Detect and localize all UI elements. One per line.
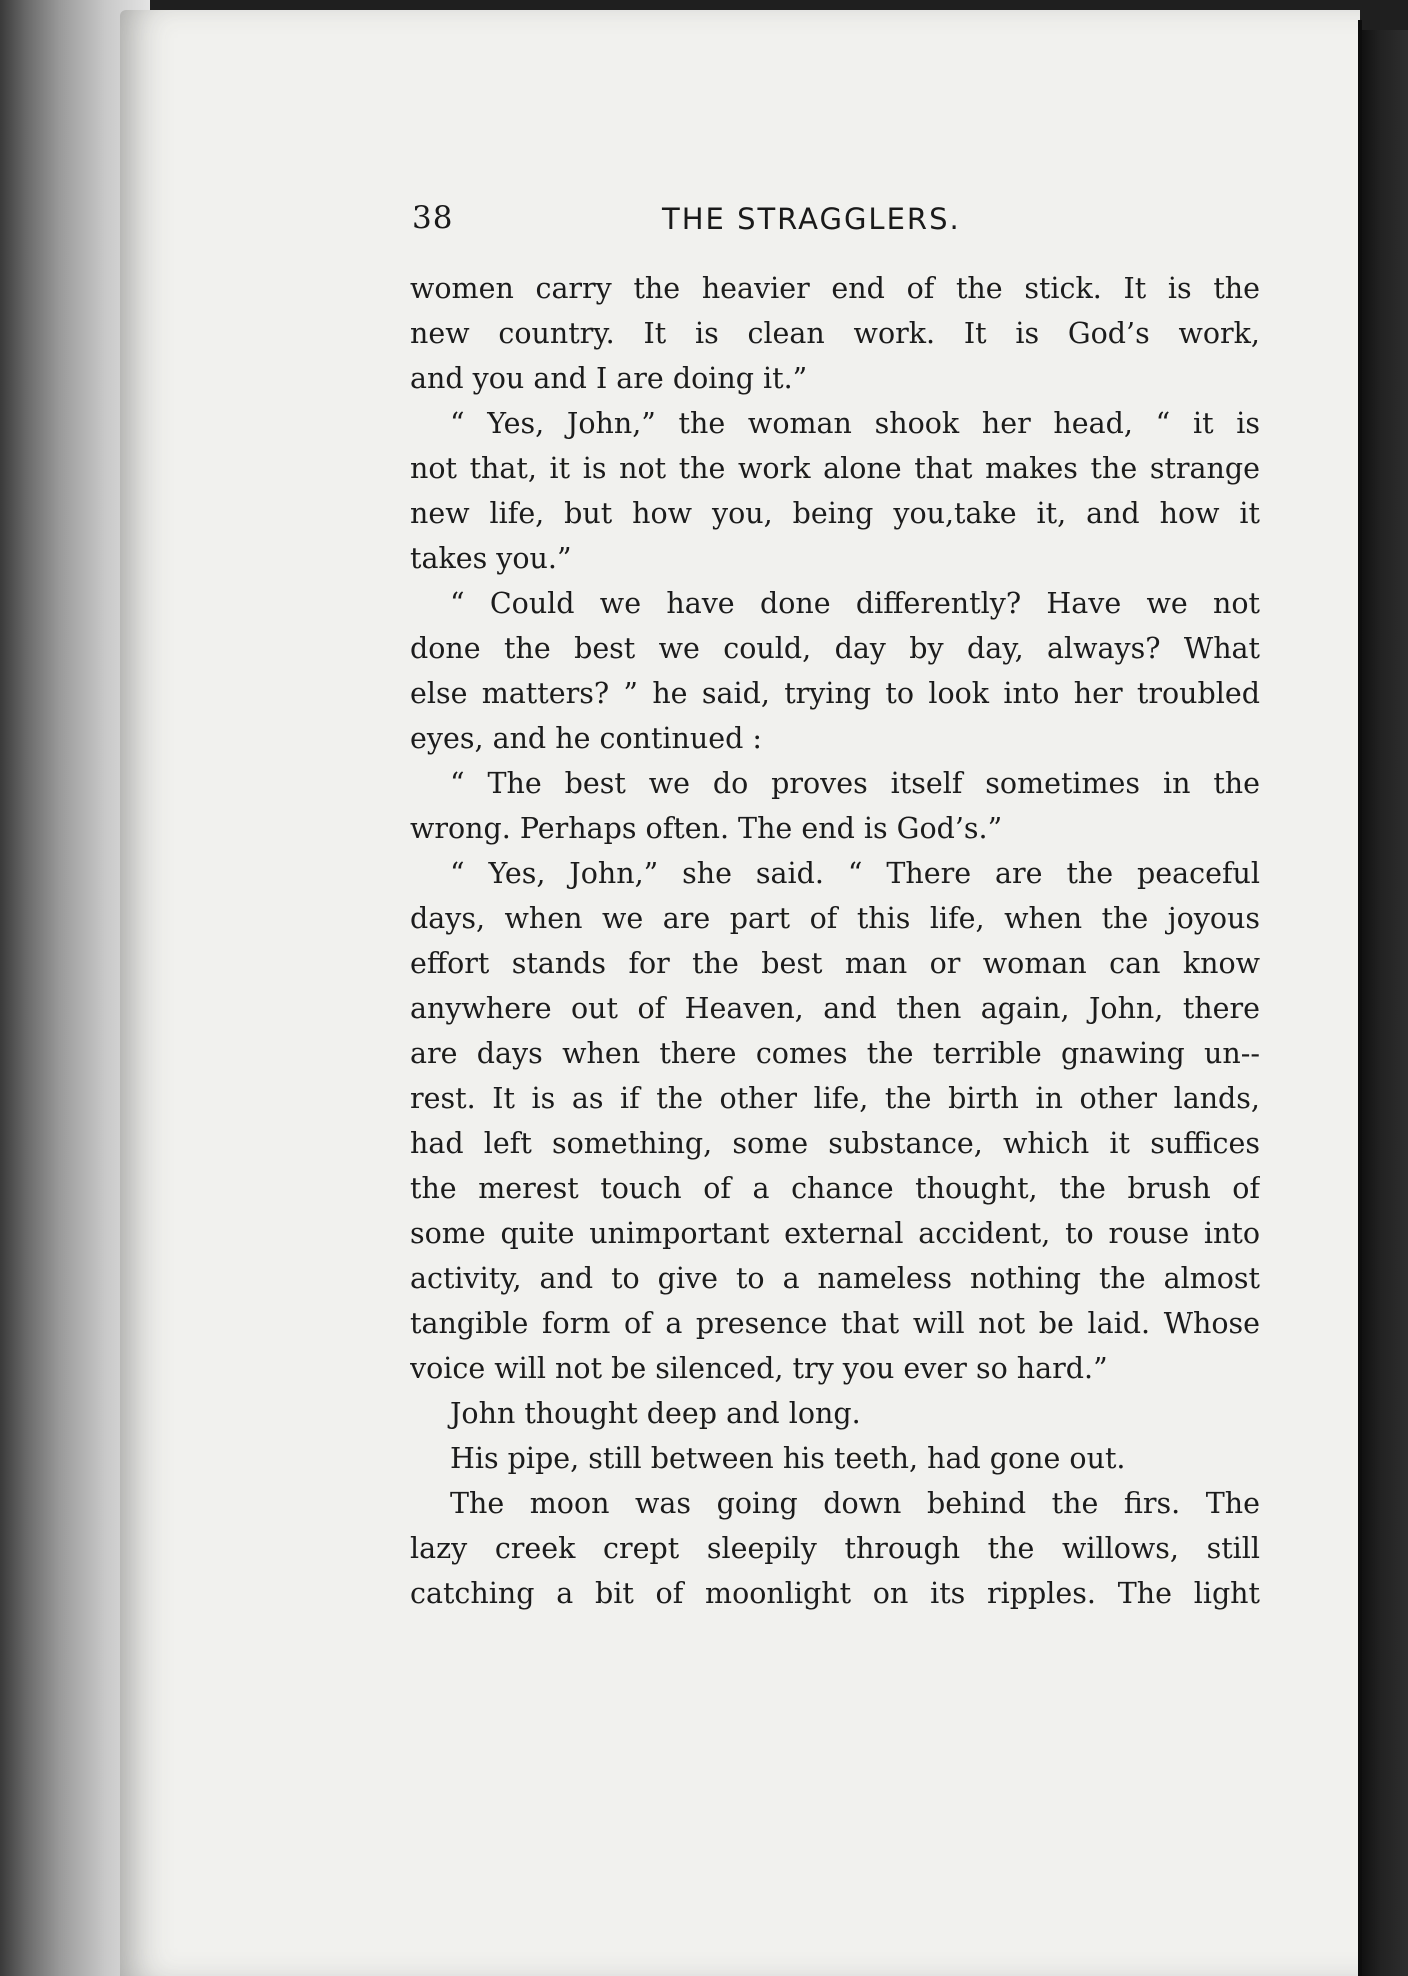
text-line: are days when there comes the terrible gnawing un-- <box>410 1037 1260 1070</box>
text-line: “ The best we do proves itself sometimes in the <box>450 767 1260 800</box>
text-line: “ Yes, John,” she said. “ There are the peaceful <box>450 857 1260 890</box>
page-number: 38 <box>412 200 454 236</box>
text-line: days, when we are part of this life, when the joyous <box>410 902 1260 935</box>
text-line: takes you.” <box>410 542 572 575</box>
text-line: done the best we could, day by day, always? What <box>410 632 1260 665</box>
text-line: activity, and to give to a nameless nothing the almost <box>410 1262 1260 1295</box>
text-line: some quite unimportant external accident, to rouse into <box>410 1217 1260 1250</box>
facing-page-edge <box>1362 30 1408 1976</box>
body-text <box>410 266 1260 1616</box>
text-line: new country. It is clean work. It is God’s work, <box>410 317 1260 350</box>
text-line: anywhere out of Heaven, and then again, John, there <box>410 992 1260 1025</box>
text-line: His pipe, still between his teeth, had gone out. <box>450 1442 1126 1475</box>
text-line: catching a bit of moonlight on its ripples. The light <box>410 1577 1260 1610</box>
text-line: “ Could we have done differently? Have we not <box>450 587 1260 620</box>
text-line: voice will not be silenced, try you ever so hard.” <box>410 1352 1108 1385</box>
text-line: new life, but how you, being you,take it, and how it <box>410 497 1260 530</box>
text-line: wrong. Perhaps often. The end is God’s.” <box>410 812 1003 845</box>
text-line: “ Yes, John,” the woman shook her head, “ it is <box>450 407 1260 440</box>
text-line: and you and I are doing it.” <box>410 362 808 395</box>
text-line: rest. It is as if the other life, the birth in other lands, <box>410 1082 1260 1115</box>
running-head: THE STRAGGLERS. <box>662 202 961 236</box>
text-line: tangible form of a presence that will not be laid. Whose <box>410 1307 1260 1340</box>
text-line: not that, it is not the work alone that makes the strange <box>410 452 1260 485</box>
text-line: eyes, and he continued : <box>410 722 763 755</box>
text-line: women carry the heavier end of the stick. It is the <box>410 272 1260 305</box>
text-line: else matters? ” he said, trying to look into her troubled <box>410 677 1260 710</box>
text-line: The moon was going down behind the firs. The <box>450 1487 1260 1520</box>
text-line: effort stands for the best man or woman can know <box>410 947 1260 980</box>
page-header <box>412 200 1262 250</box>
text-line: lazy creek crept sleepily through the willows, still <box>410 1532 1260 1565</box>
text-line: had left something, some substance, which it suffices <box>410 1127 1260 1160</box>
text-line: the merest touch of a chance thought, the brush of <box>410 1172 1260 1205</box>
text-line: John thought deep and long. <box>450 1397 861 1430</box>
